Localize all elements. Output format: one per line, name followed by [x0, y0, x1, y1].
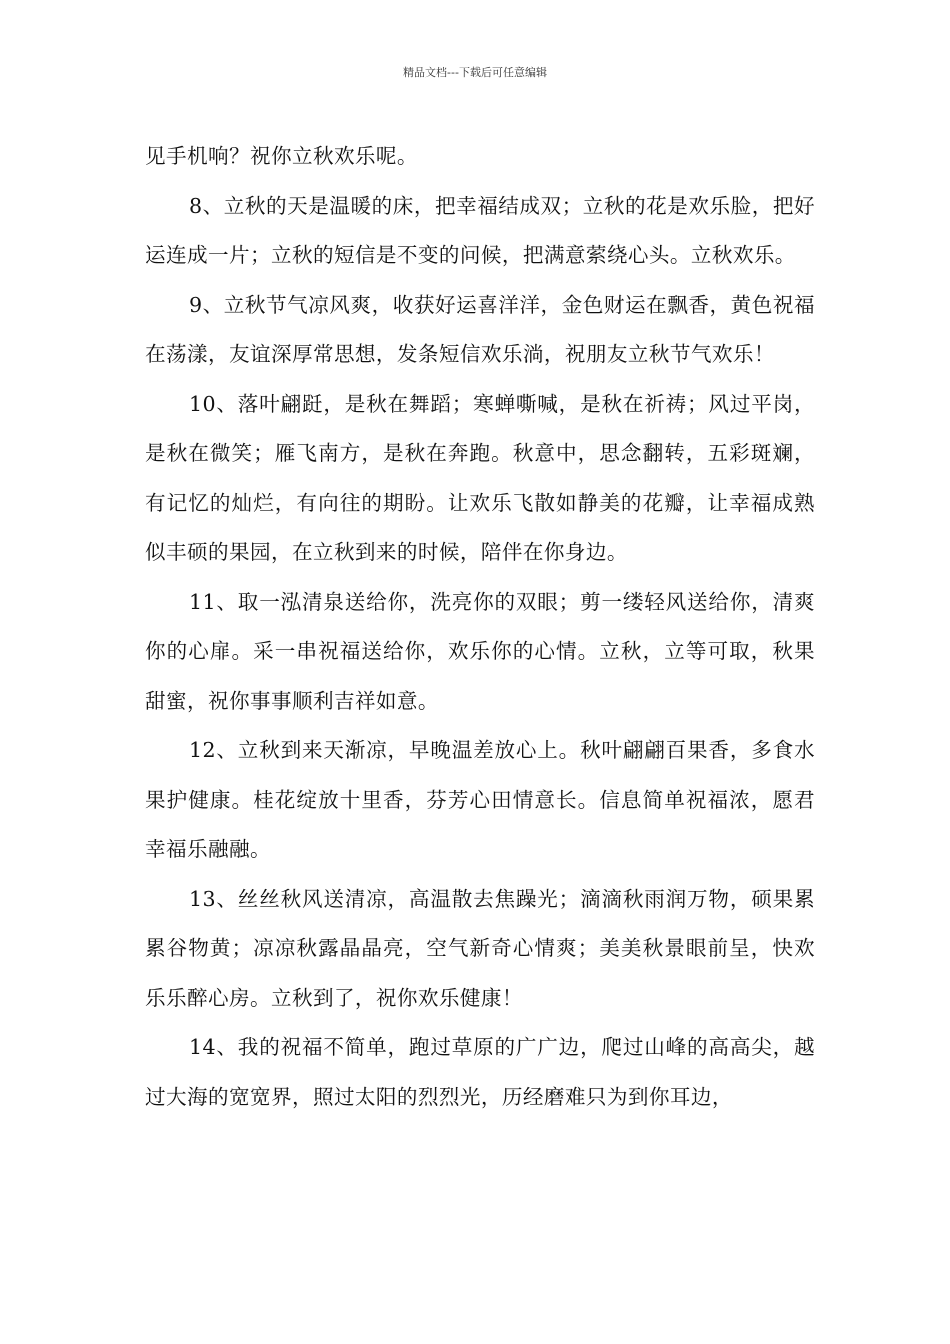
paragraph-item-14: 14、我的祝福不简单，跑过草原的广广边，爬过山峰的高高尖，越过大海的宽宽界，照过太阳的烈烈光，历经磨难只为到你耳边，	[145, 1035, 815, 1109]
paragraph-item-11: 11、取一泓清泉送给你，洗亮你的双眼；剪一缕轻风送给你，清爽你的心扉。采一串祝福送给你，欢乐你的心情。立秋，立等可取，秋果甜蜜，祝你事事顺利吉祥如意。	[145, 589, 815, 713]
paragraph-item-10: 10、落叶翩跹，是秋在舞蹈；寒蝉嘶喊，是秋在祈祷；风过平岗，是秋在微笑；雁飞南方，是秋在奔跑。秋意中，思念翻转，五彩斑斓，有记忆的灿烂，有向往的期盼。让欢乐飞散如静美的花瓣，让幸福成熟似丰硕的果园，在立秋到来的时候，陪伴在你身边。	[145, 391, 815, 564]
document-body	[145, 132, 815, 1122]
paragraph-item-9: 9、立秋节气凉风爽，收获好运喜洋洋，金色财运在飘香，黄色祝福在荡漾，友谊深厚常思想，发条短信欢乐淌，祝朋友立秋节气欢乐！	[145, 292, 815, 366]
paragraph-item-13: 13、丝丝秋风送清凉，高温散去焦躁光；滴滴秋雨润万物，硕果累累谷物黄；凉凉秋露晶晶亮，空气新奇心情爽；美美秋景眼前呈，快欢乐乐醉心房。立秋到了，祝你欢乐健康！	[145, 886, 815, 1010]
paragraph-continuation: 见手机响？祝你立秋欢乐呢。	[145, 144, 418, 168]
paragraph-item-8: 8、立秋的天是温暖的床，把幸福结成双；立秋的花是欢乐脸，把好运连成一片；立秋的短信是不变的问候，把满意萦绕心头。立秋欢乐。	[145, 193, 815, 267]
paragraph-item-12: 12、立秋到来天渐凉，早晚温差放心上。秋叶翩翩百果香，多食水果护健康。桂花绽放十里香，芬芳心田情意长。信息简单祝福浓，愿君幸福乐融融。	[145, 738, 815, 861]
page-header: 精品文档---下载后可任意编辑	[403, 66, 547, 79]
